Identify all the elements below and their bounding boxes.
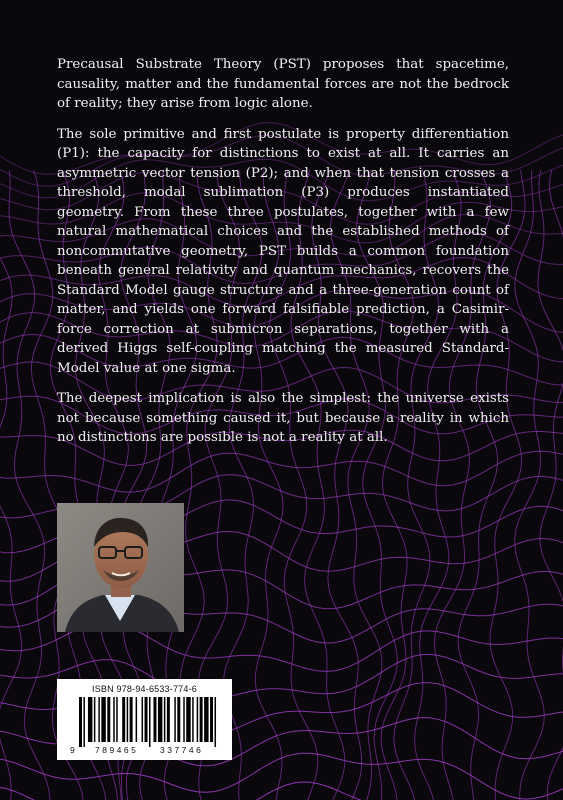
barcode-icon bbox=[79, 697, 219, 747]
blurb bbox=[57, 55, 509, 459]
ean-first-digit: 9 bbox=[70, 745, 75, 755]
ean-right-digits: 337746 bbox=[160, 745, 204, 755]
author-portrait bbox=[57, 503, 184, 632]
blurb-paragraph-3: The deepest implication is also the simplest: the universe exists not because something caused it, but because a reality in which no distinctions are possible is not a reality at all. bbox=[57, 391, 509, 445]
ean-left-digits: 789465 bbox=[95, 745, 139, 755]
isbn-barcode bbox=[57, 679, 232, 760]
blurb-paragraph-1: Precausal Substrate Theory (PST) proposes that spacetime, causality, matter and the fundamental forces are not the bedrock of reality; they arise from logic alone. bbox=[57, 57, 509, 111]
blurb-paragraph-2: The sole primitive and first postulate is property differentiation (P1): the capacity for distinctions to exist at all. It carries an asymmetric vector tension (P2); and when that tension crosses a threshold, modal sublimation (P3) produces instantiated geometry. From these three postulates, together with a few natural mathematical choices and the established methods of noncommutative geometry, PST builds a common foundation beneath general relativity and quantum mechanics, recovers the Standard Model gauge structure and a three-generation count of matter, and yields one forward falsifiable prediction, a Casimir-force correction at submicron separations, together with a derived Higgs self-coupling matching the measured Standard-Model value at one sigma. bbox=[57, 126, 509, 376]
author-portrait-icon bbox=[57, 503, 184, 632]
isbn-label: ISBN 978-94-6533-774-6 bbox=[92, 684, 197, 694]
